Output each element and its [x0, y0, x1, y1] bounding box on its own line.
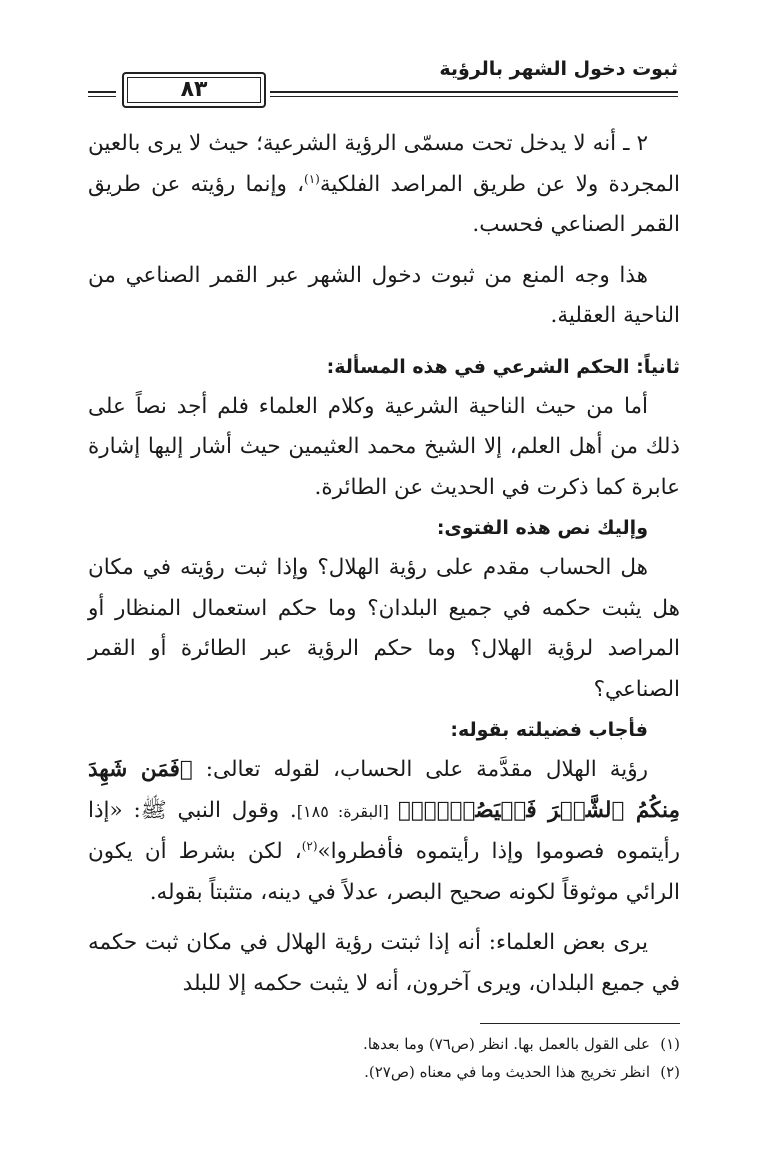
fatwa-heading: وإليك نص هذه الفتوى: [436, 517, 648, 539]
paragraph-1: ٢ ـ أنه لا يدخل تحت مسمّى الرؤية الشرعية؛ حيث لا يرى بالعين المجردة ولا عن طريق المراصد الفلكية$^{(١)}$، وإنما رؤيته عن طريق القمر الصناعي فحسب. [88, 131, 681, 237]
footnotes [88, 1030, 680, 1086]
footnote-number: (١) [660, 1035, 680, 1053]
paragraph-5: رؤية الهلال مقدَّمة على الحساب، لقوله تعالى: ﴿فَمَن شَهِدَ مِنكُمُ ٱلشَّهۡرَ فَلۡيَصُمۡهُۖ﴾ [البقرة: ١٨٥]. وقول النبي ﷺ: «إذا رأيتموه فصوموا وإذا رأيتموه فأفطروا»$^{(٢)}$، لكن بشرط أن يكون الرائي موثوقاً لكونه صحيح البصر، عدلاً في دينه، متثبتاً بقوله. [88, 757, 681, 905]
paragraph-2: هذا وجه المنع من ثبوت دخول الشهر عبر القمر الصناعي من الناحية العقلية. [88, 262, 680, 328]
quran-verse: ﴿فَمَن شَهِدَ مِنكُمُ ٱلشَّهۡرَ فَلۡيَصُمۡهُۖ﴾ [88, 757, 681, 823]
quran-reference: [البقرة: ١٨٥] [296, 801, 398, 821]
footnote-1 [88, 1030, 680, 1058]
footnote-number: (٢) [660, 1063, 680, 1081]
footnote-divider [480, 1023, 680, 1024]
footnote-2 [88, 1058, 680, 1086]
running-title: ثبوت دخول الشهر بالرؤية [439, 58, 678, 80]
paragraph-6: يرى بعض العلماء: أنه إذا ثبتت رؤية الهلال في مكان ثبت حكمه في جميع البلدان، ويرى آخرون، أنه لا يثبت حكمه إلا للبلد [88, 930, 680, 996]
footnote-text: على القول بالعمل بها. انظر (ص٧٦) وما بعدها. [362, 1035, 650, 1053]
footnote-ref-1[interactable]: (١) [304, 171, 320, 186]
page-number: ٨٣ [122, 72, 266, 108]
page-header [88, 58, 678, 102]
section-heading: ثانياً: الحكم الشرعي في هذه المسألة: [326, 355, 680, 378]
main-text [88, 124, 680, 1004]
header-rule-right [270, 91, 678, 97]
answer-heading: فأجاب فضيلته بقوله: [450, 719, 648, 741]
footnote-text: انظر تخريج هذا الحديث وما في معناه (ص٢٧). [364, 1063, 650, 1081]
paragraph-4: هل الحساب مقدم على رؤية الهلال؟ وإذا ثبت رؤيته في مكان هل يثبت حكمه في جميع البلدان؟ وما حكم استعمال المنظار أو المراصد لرؤية الهلال؟ وما حكم الرؤية عبر الطائرة أو القمر الصناعي؟ [88, 555, 680, 702]
footnote-ref-2[interactable]: (٢) [301, 838, 318, 853]
header-rule-left [88, 91, 116, 97]
paragraph-3: أما من حيث الناحية الشرعية وكلام العلماء فلم أجد نصاً على ذلك من أهل العلم، إلا الشيخ محمد العثيمين حيث أشار إليها إشارة عابرة كما ذكرت في الحديث عن الطائرة. [88, 393, 680, 500]
